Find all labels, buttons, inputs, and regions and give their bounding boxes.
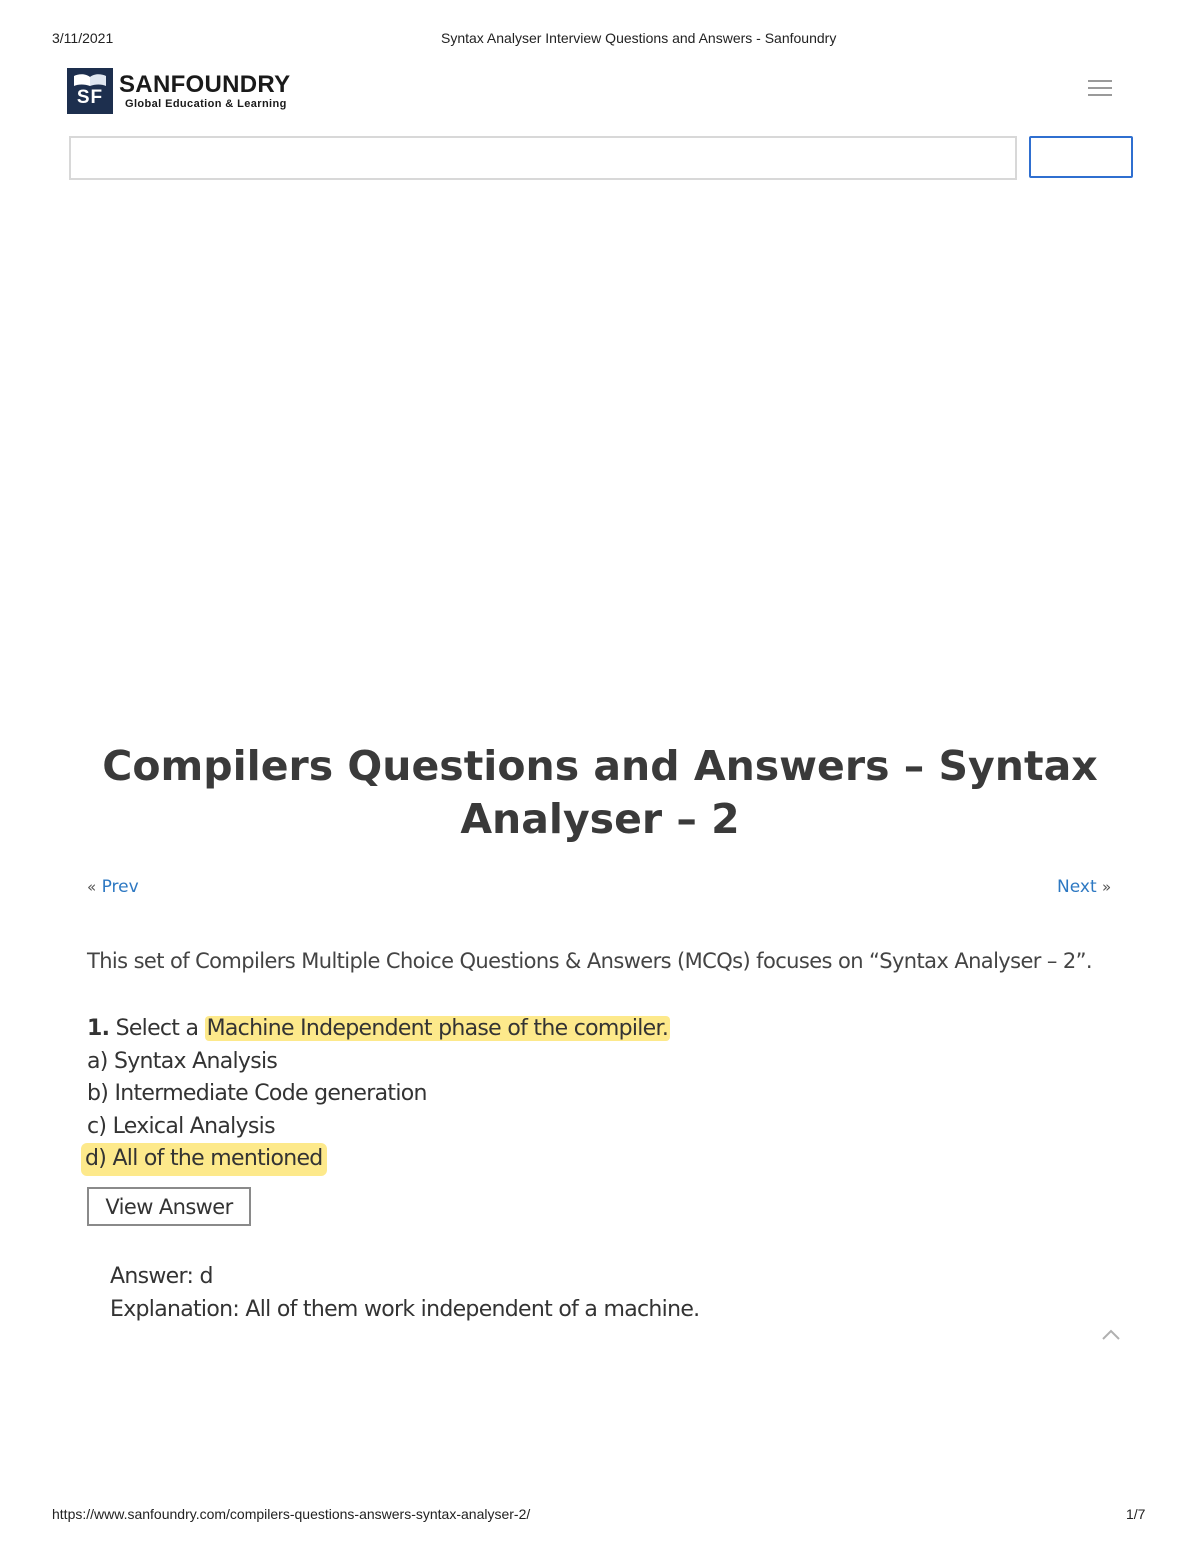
ad-placeholder (69, 190, 1133, 720)
search-bar (69, 136, 1133, 180)
print-date: 3/11/2021 (52, 30, 114, 46)
brand-name: SANFOUNDRY (119, 71, 291, 98)
prev-arrow: « (87, 878, 97, 896)
logo-initials: SF (76, 87, 104, 108)
answer-block (110, 1260, 699, 1326)
option-d: d) All of the mentioned (81, 1143, 327, 1176)
print-url: https://www.sanfoundry.com/compilers-questions-answers-syntax-analyser-2/ (52, 1506, 531, 1522)
prev-link[interactable] (87, 877, 139, 897)
brand-tagline: Global Education & Learning (125, 98, 287, 110)
next-arrow: » (1102, 878, 1112, 896)
question-highlight: Machine Independent phase of the compiler. (206, 1016, 669, 1041)
logo-mark (67, 68, 113, 114)
search-button[interactable] (1029, 136, 1133, 178)
view-answer-button[interactable]: View Answer (87, 1187, 251, 1226)
option-c: c) Lexical Analysis (87, 1113, 275, 1139)
next-link[interactable] (1057, 877, 1111, 897)
intro-text: This set of Compilers Multiple Choice Questions & Answers (MCQs) focuses on “Syntax Analyser – 2”. (87, 949, 1092, 973)
open-book-icon (73, 73, 107, 87)
option-b: b) Intermediate Code generation (87, 1081, 427, 1106)
page-title: Compilers Questions and Answers – Syntax Analyser – 2 (102, 742, 1098, 843)
next-label: Next (1057, 877, 1097, 897)
question-prefix: Select a (115, 1016, 199, 1041)
answer-text: Answer: d (110, 1264, 213, 1289)
search-input[interactable] (69, 136, 1017, 180)
hamburger-menu-icon[interactable] (1088, 80, 1114, 100)
question-number: 1. (87, 1016, 110, 1041)
question-1 (87, 1013, 1127, 1176)
option-a: a) Syntax Analysis (87, 1048, 278, 1074)
print-page-number: 1/7 (1126, 1506, 1146, 1522)
question-stem (87, 1013, 1127, 1046)
chevron-up-icon[interactable] (1100, 1326, 1122, 1342)
prev-label: Prev (101, 877, 139, 897)
print-page-title: Syntax Analyser Interview Questions and Answers - Sanfoundry (441, 30, 837, 46)
print-footer (0, 1506, 1200, 1526)
answer-explanation: Explanation: All of them work independent of a machine. (110, 1297, 700, 1322)
site-logo[interactable] (67, 67, 317, 115)
print-header (0, 30, 1200, 50)
